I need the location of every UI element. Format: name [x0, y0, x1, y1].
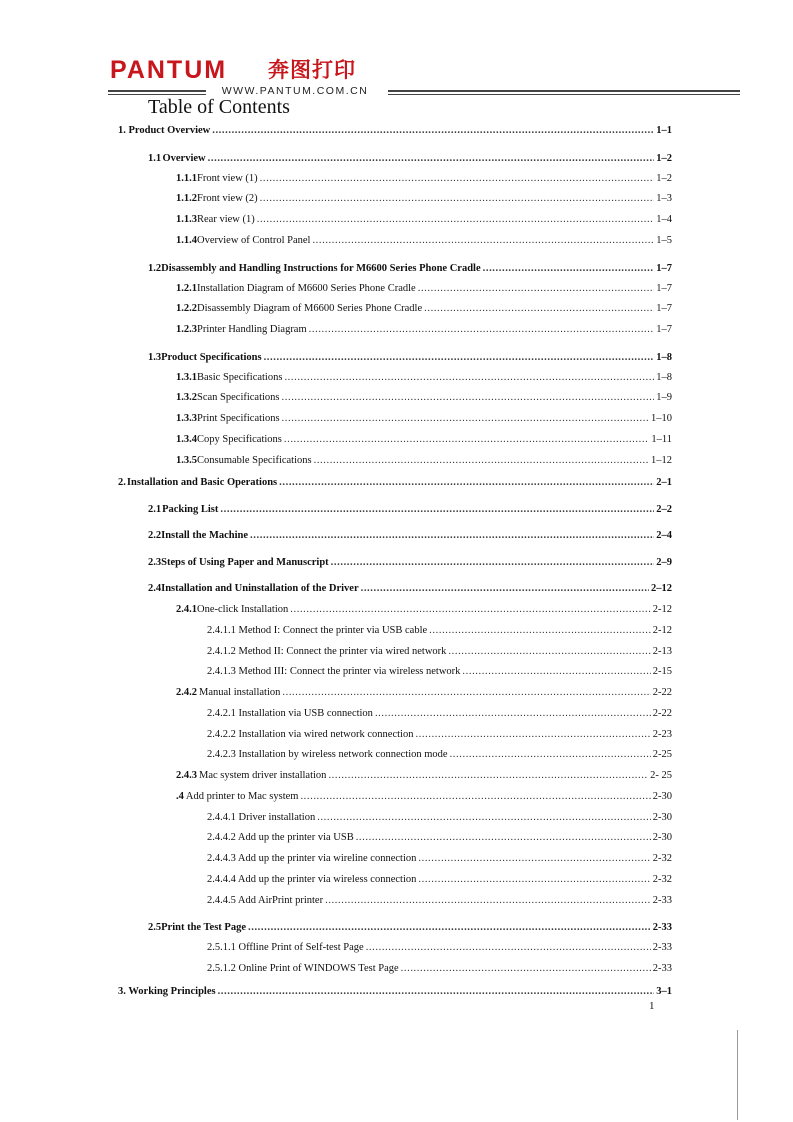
toc-entry-title: Steps of Using Paper and Manuscript — [161, 557, 329, 568]
toc-entry-title: Manual installation — [199, 687, 281, 698]
toc-entry[interactable] — [176, 192, 672, 206]
brand-name: PANTUM — [110, 56, 228, 84]
toc-entry[interactable] — [118, 476, 672, 490]
toc-entry-page: 2-33 — [652, 942, 672, 953]
toc-entry-title: 2.4.4.4 Add up the printer via wireless connection — [207, 874, 417, 885]
brand-name-cn: 奔图打印 — [268, 58, 356, 82]
toc-entry-page: 2-13 — [652, 646, 672, 657]
toc-entry-page: 2-30 — [652, 832, 672, 843]
website-url: WWW.PANTUM.COM.CN — [221, 85, 369, 97]
toc-entry-page: 1–7 — [656, 283, 672, 294]
toc-entry[interactable] — [148, 262, 672, 276]
toc-dot-leader — [312, 234, 654, 248]
toc-entry-page: 2-12 — [652, 625, 672, 636]
toc-entry-number: 1. — [118, 125, 126, 136]
toc-dot-leader — [282, 686, 650, 700]
toc-dot-leader — [418, 282, 655, 296]
toc-entry-number: 2.3 — [148, 557, 162, 568]
toc-entry[interactable] — [148, 582, 672, 596]
toc-entry-page: 2-32 — [652, 853, 672, 864]
toc-entry-title: Copy Specifications — [197, 434, 282, 445]
toc-dot-leader — [356, 831, 651, 845]
toc-dot-leader — [300, 790, 650, 804]
toc-entry-title: Mac system driver installation — [199, 770, 327, 781]
toc-dot-leader — [429, 624, 651, 638]
toc-dot-leader — [282, 391, 655, 405]
toc-entry-page: 2-33 — [652, 963, 672, 974]
toc-dot-leader — [264, 351, 655, 365]
toc-entry[interactable] — [148, 503, 672, 517]
toc-entry-page: 2-15 — [652, 666, 672, 677]
page-title: Table of Contents — [148, 96, 290, 118]
toc-entry-page: 1–10 — [651, 413, 672, 424]
toc-entry-title: 2.4.2.2 Installation via wired network connection — [207, 729, 414, 740]
toc-entry-number: 1.1.1 — [176, 173, 197, 184]
toc-entry[interactable] — [176, 172, 672, 186]
toc-entry[interactable] — [207, 831, 672, 845]
toc-dot-leader — [248, 921, 651, 935]
toc-dot-leader — [260, 172, 655, 186]
toc-entry-title: 2.4.4.2 Add up the printer via USB — [207, 832, 354, 843]
toc-dot-leader — [284, 433, 650, 447]
toc-dot-leader — [250, 529, 654, 543]
toc-entry-title: 2.5.1.1 Offline Print of Self-test Page — [207, 942, 364, 953]
toc-dot-leader — [361, 582, 649, 596]
toc-entry-title: 2.4.2.1 Installation via USB connection — [207, 708, 373, 719]
toc-entry-number: 1.3.1 — [176, 372, 197, 383]
toc-entry-number: 1.2.1 — [176, 283, 197, 294]
toc-entry[interactable] — [176, 302, 672, 316]
toc-entry-title: Scan Specifications — [197, 392, 280, 403]
toc-entry-page: 3–1 — [656, 986, 672, 997]
toc-entry[interactable] — [176, 371, 672, 385]
toc-entry[interactable] — [176, 391, 672, 405]
toc-entry-title: 2.4.1.2 Method II: Connect the printer via wired network — [207, 646, 447, 657]
toc-entry-title: Rear view (1) — [197, 214, 255, 225]
toc-entry-title: Installation and Basic Operations — [126, 477, 278, 488]
toc-entry-number: 1.1 — [148, 153, 162, 164]
toc-entry-title: Overview of Control Panel — [197, 235, 311, 246]
toc-entry-number: 1.1.2 — [176, 193, 197, 204]
toc-entry-number: 2.4.2 — [176, 687, 197, 698]
toc-entry-title: 2.4.4.3 Add up the printer via wireline connection — [207, 853, 417, 864]
toc-dot-leader — [257, 213, 655, 227]
toc-entry[interactable] — [207, 941, 672, 955]
toc-entry-number: 1.3.4 — [176, 434, 197, 445]
toc-entry-page: 2-30 — [652, 812, 672, 823]
toc-entry[interactable] — [176, 412, 672, 426]
toc-entry-page: 1–5 — [656, 235, 672, 246]
toc-dot-leader — [284, 371, 654, 385]
toc-entry-title: Install the Machine — [161, 530, 249, 541]
toc-entry-title: Print Specifications — [197, 413, 280, 424]
margin-line — [737, 1030, 738, 1120]
toc-entry[interactable] — [207, 748, 672, 762]
toc-entry-page: 1–9 — [656, 392, 672, 403]
toc-entry-page: 2-12 — [652, 604, 672, 615]
toc-entry[interactable] — [207, 962, 672, 976]
toc-entry[interactable] — [148, 351, 672, 365]
toc-entry[interactable] — [207, 852, 672, 866]
toc-entry-title: Overview — [162, 153, 206, 164]
toc-entry[interactable] — [148, 921, 672, 935]
toc-entry[interactable] — [148, 556, 672, 570]
toc-entry[interactable] — [176, 282, 672, 296]
toc-entry[interactable] — [176, 790, 672, 804]
toc-entry-page: 1–3 — [656, 193, 672, 204]
toc-entry-number: 2. — [118, 477, 126, 488]
page-number: 1 — [649, 1000, 655, 1012]
toc-entry[interactable] — [176, 769, 672, 783]
toc-dot-leader — [309, 323, 655, 337]
toc-entry-page: 1–11 — [651, 434, 672, 445]
toc-dot-leader — [208, 152, 655, 166]
toc-entry-page: 2-33 — [652, 895, 672, 906]
toc-entry-page: 2-22 — [652, 708, 672, 719]
toc-entry-page: 1–7 — [656, 263, 672, 274]
toc-entry-page: 2- 25 — [650, 770, 672, 781]
toc-dot-leader — [401, 962, 651, 976]
toc-dot-leader — [290, 603, 650, 617]
toc-dot-leader — [450, 748, 651, 762]
toc-dot-leader — [282, 412, 649, 426]
toc-entry[interactable] — [176, 686, 672, 700]
toc-entry-page: 1–2 — [656, 173, 672, 184]
toc-dot-leader — [325, 894, 651, 908]
toc-dot-leader — [317, 811, 651, 825]
toc-entry-page: 2-23 — [652, 729, 672, 740]
toc-entry-title: One-click Installation — [197, 604, 289, 615]
toc-entry-title: Installation and Uninstallation of the Driver — [161, 583, 359, 594]
toc-entry-title: Basic Specifications — [197, 372, 283, 383]
toc-entry-page: 2-30 — [652, 791, 672, 802]
toc-entry-page: 1–4 — [656, 214, 672, 225]
toc-dot-leader — [279, 476, 654, 490]
toc-entry-page: 1–7 — [656, 303, 672, 314]
toc-dot-leader — [220, 503, 654, 517]
toc-entry[interactable] — [148, 529, 672, 543]
toc-entry[interactable] — [176, 213, 672, 227]
toc-dot-leader — [483, 262, 655, 276]
toc-entry-title: Working Principles — [128, 986, 216, 997]
toc-entry-number: 1.1.4 — [176, 235, 197, 246]
toc-entry-number: 1.3.5 — [176, 455, 197, 466]
toc-entry[interactable] — [176, 234, 672, 248]
toc-entry-page: 2–12 — [651, 583, 672, 594]
toc-dot-leader — [375, 707, 651, 721]
toc-dot-leader — [415, 728, 650, 742]
toc-entry-title: Printer Handling Diagram — [197, 324, 307, 335]
toc-dot-leader — [462, 665, 650, 679]
toc-entry[interactable] — [148, 152, 672, 166]
toc-entry-page: 1–2 — [656, 153, 672, 164]
toc-entry-title: 2.4.2.3 Installation by wireless network connection mode — [207, 749, 448, 760]
toc-dot-leader — [328, 769, 648, 783]
toc-entry[interactable] — [207, 873, 672, 887]
toc-entry[interactable] — [176, 433, 672, 447]
toc-entry-page: 2–1 — [656, 477, 672, 488]
toc-entry-title: Packing List — [162, 504, 219, 515]
toc-entry-number: 1.2.2 — [176, 303, 197, 314]
toc-entry-number: 1.3.2 — [176, 392, 197, 403]
toc-dot-leader — [218, 985, 655, 999]
toc-entry-page: 1–8 — [656, 372, 672, 383]
toc-entry-number: .4 — [176, 791, 184, 802]
toc-entry-title: Product Specifications — [161, 352, 262, 363]
toc-entry-title: Add printer to Mac system — [185, 791, 299, 802]
toc-entry-number: 2.4.3 — [176, 770, 197, 781]
toc-entry-number: 2.2 — [148, 530, 162, 541]
toc-entry-number: 1.2.3 — [176, 324, 197, 335]
toc-entry-number: 1.1.3 — [176, 214, 197, 225]
toc-entry[interactable] — [118, 985, 672, 999]
toc-dot-leader — [418, 873, 650, 887]
toc-entry-page: 2-25 — [652, 749, 672, 760]
toc-entry-page: 2–2 — [656, 504, 672, 515]
toc-entry-page: 2–4 — [656, 530, 672, 541]
toc-entry[interactable] — [207, 707, 672, 721]
toc-entry[interactable] — [207, 811, 672, 825]
toc-entry-title: 2.4.1.1 Method I: Connect the printer via USB cable — [207, 625, 428, 636]
toc-dot-leader — [366, 941, 651, 955]
toc-entry-page: 2-33 — [652, 922, 672, 933]
toc-entry-title: Product Overview — [128, 125, 211, 136]
toc-entry[interactable] — [207, 728, 672, 742]
toc-entry-number: 2.4.1 — [176, 604, 197, 615]
toc-entry[interactable] — [176, 454, 672, 468]
toc-entry[interactable] — [176, 323, 672, 337]
toc-dot-leader — [331, 556, 655, 570]
toc-entry-title: 2.4.4.1 Driver installation — [207, 812, 316, 823]
toc-entry-number: 2.5 — [148, 922, 162, 933]
toc-entry-page: 2-22 — [652, 687, 672, 698]
toc-entry-number: 2.1 — [148, 504, 162, 515]
toc-entry-page: 2-32 — [652, 874, 672, 885]
toc-entry[interactable] — [176, 603, 672, 617]
toc-entry[interactable] — [207, 665, 672, 679]
toc-entry-page: 2–9 — [656, 557, 672, 568]
toc-entry-title: 2.4.4.5 Add AirPrint printer — [207, 895, 324, 906]
toc-entry-page: 1–7 — [656, 324, 672, 335]
toc-entry-number: 1.3.3 — [176, 413, 197, 424]
toc-entry-title: Print the Test Page — [161, 922, 246, 933]
toc-entry-number: 3. — [118, 986, 126, 997]
toc-entry-number: 1.2 — [148, 263, 162, 274]
toc-entry-title: Disassembly and Handling Instructions for M6600 Series Phone Cradle — [161, 263, 481, 274]
toc-dot-leader — [260, 192, 655, 206]
toc-entry-page: 1–8 — [656, 352, 672, 363]
toc-dot-leader — [418, 852, 650, 866]
toc-dot-leader — [212, 124, 654, 138]
toc-entry-title: 2.4.1.3 Method III: Connect the printer via wireless network — [207, 666, 461, 677]
toc-entry-number: 1.3 — [148, 352, 162, 363]
toc-entry-number: 2.4 — [148, 583, 162, 594]
toc-entry-page: 1–12 — [651, 455, 672, 466]
toc-dot-leader — [424, 302, 654, 316]
toc-entry[interactable] — [207, 624, 672, 638]
toc-entry-title: Front view (2) — [197, 193, 258, 204]
toc-dot-leader — [314, 454, 649, 468]
toc-entry[interactable] — [207, 894, 672, 908]
toc-entry-title: Consumable Specifications — [197, 455, 312, 466]
toc-entry-page: 1–1 — [656, 125, 672, 136]
toc-entry[interactable] — [207, 645, 672, 659]
toc-entry-title: 2.5.1.2 Online Print of WINDOWS Test Page — [207, 963, 399, 974]
toc-entry-title: Installation Diagram of M6600 Series Phone Cradle — [197, 283, 416, 294]
toc-dot-leader — [448, 645, 650, 659]
toc-entry[interactable] — [118, 124, 672, 138]
toc-entry-title: Front view (1) — [197, 173, 258, 184]
toc-entry-title: Disassembly Diagram of M6600 Series Phone Cradle — [197, 303, 423, 314]
